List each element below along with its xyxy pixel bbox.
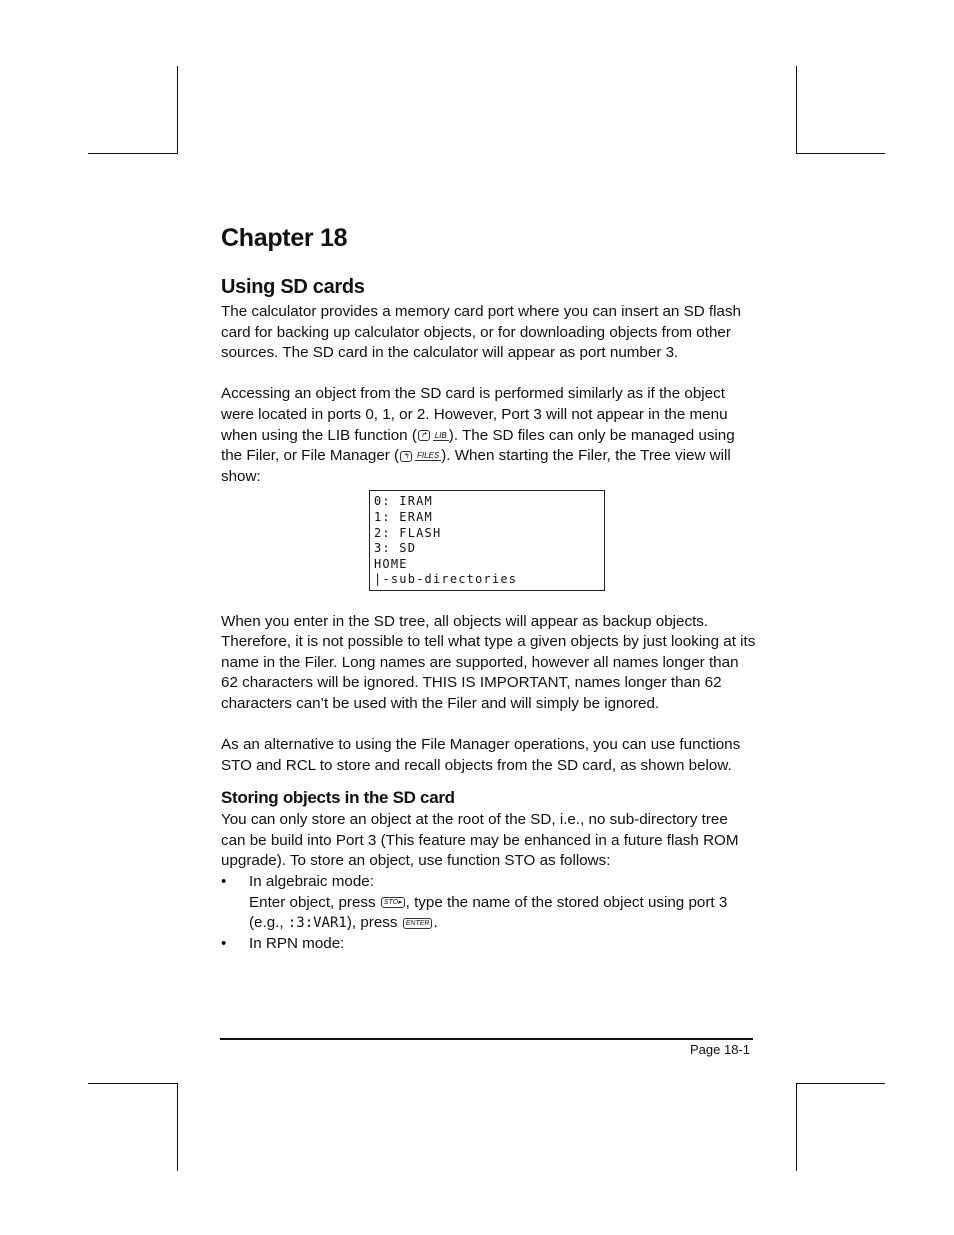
bullet-title: In RPN mode: bbox=[249, 934, 345, 952]
sto-key-icon: STO▸ bbox=[381, 897, 405, 908]
text-run: ). When starting the Filer, the Tree view will show: bbox=[221, 447, 731, 485]
section-title: Using SD cards bbox=[221, 276, 365, 298]
filer-tree-screen bbox=[369, 490, 605, 591]
bullet-icon: • bbox=[221, 873, 227, 891]
crop-mark bbox=[796, 1083, 885, 1084]
paragraph-sd-tree: When you enter in the SD tree, all objects will appear as backup objects. Therefore, it is not possible to tell what type a given objects by just looking at its name in the Filer. Long names are supported, however all names longer than 62 characters will be ignored. THIS IS IMPORTANT, names longer than 62 characters can’t be used with the Filer and will simply be ignored. bbox=[221, 612, 756, 712]
left-shift-key-icon: ↰ bbox=[400, 451, 412, 462]
code-var1: :3:VAR1 bbox=[287, 915, 347, 932]
text-run: Enter object, press bbox=[249, 893, 380, 911]
crop-mark bbox=[88, 1083, 177, 1084]
screen-line: 3: SD bbox=[374, 541, 417, 556]
paragraph-alternative: As an alternative to using the File Manager operations, you can use functions STO and RCL to store and recall objects from the SD card, as shown below. bbox=[221, 736, 741, 774]
text-run: ). The SD files can only be managed using the Filer, or File Manager ( bbox=[221, 426, 735, 465]
page-number: Page 18-1 bbox=[690, 1042, 750, 1057]
subsection-title: Storing objects in the SD card bbox=[221, 788, 455, 808]
right-shift-key-icon: ↱ bbox=[418, 430, 430, 441]
text-run: , type the name of the stored object using port 3 (e.g., bbox=[249, 893, 728, 932]
text-run: Accessing an object from the SD card is performed similarly as if the object were located in ports 0, 1, or 2. However, Port 3 will not appear in the menu when using the LIB function ( bbox=[221, 385, 728, 444]
crop-mark bbox=[796, 1083, 797, 1171]
crop-mark bbox=[796, 153, 885, 154]
crop-mark bbox=[177, 66, 178, 154]
screen-line: HOME bbox=[374, 556, 408, 571]
paragraph-accessing bbox=[221, 384, 756, 487]
footer-rule bbox=[220, 1038, 753, 1040]
enter-key-icon: ENTER bbox=[403, 918, 433, 929]
screen-line: 1: ERAM bbox=[374, 509, 433, 524]
page-content bbox=[221, 220, 756, 954]
bullet-title: In algebraic mode: bbox=[249, 873, 374, 891]
files-key-label: FILES bbox=[416, 451, 440, 461]
chapter-title: Chapter 18 bbox=[221, 224, 348, 252]
paragraph-storing: You can only store an object at the root of the SD, i.e., no sub-directory tree can be build into Port 3 (This feature may be enhanced in a future flash ROM upgrade). To store an object, use function STO as follows: bbox=[221, 811, 739, 870]
screen-line: 0: IRAM bbox=[374, 494, 433, 509]
list-item bbox=[221, 934, 756, 955]
crop-mark bbox=[88, 153, 177, 154]
screen-line: |-sub-directories bbox=[374, 572, 518, 587]
text-run: . bbox=[433, 914, 438, 932]
screen-line: 2: FLASH bbox=[374, 525, 442, 540]
crop-mark bbox=[177, 1083, 178, 1171]
list-item bbox=[221, 872, 756, 934]
crop-mark bbox=[796, 66, 797, 154]
text-run: ), press bbox=[346, 914, 402, 932]
lib-key-label: LIB bbox=[434, 430, 447, 440]
paragraph-intro: The calculator provides a memory card port where you can insert an SD flash card for backing up calculator objects, or for downloading objects from other sources. The SD card in the calculator will appear as port number 3. bbox=[221, 303, 741, 362]
bullet-icon: • bbox=[221, 934, 227, 952]
bullet-list bbox=[221, 872, 756, 954]
